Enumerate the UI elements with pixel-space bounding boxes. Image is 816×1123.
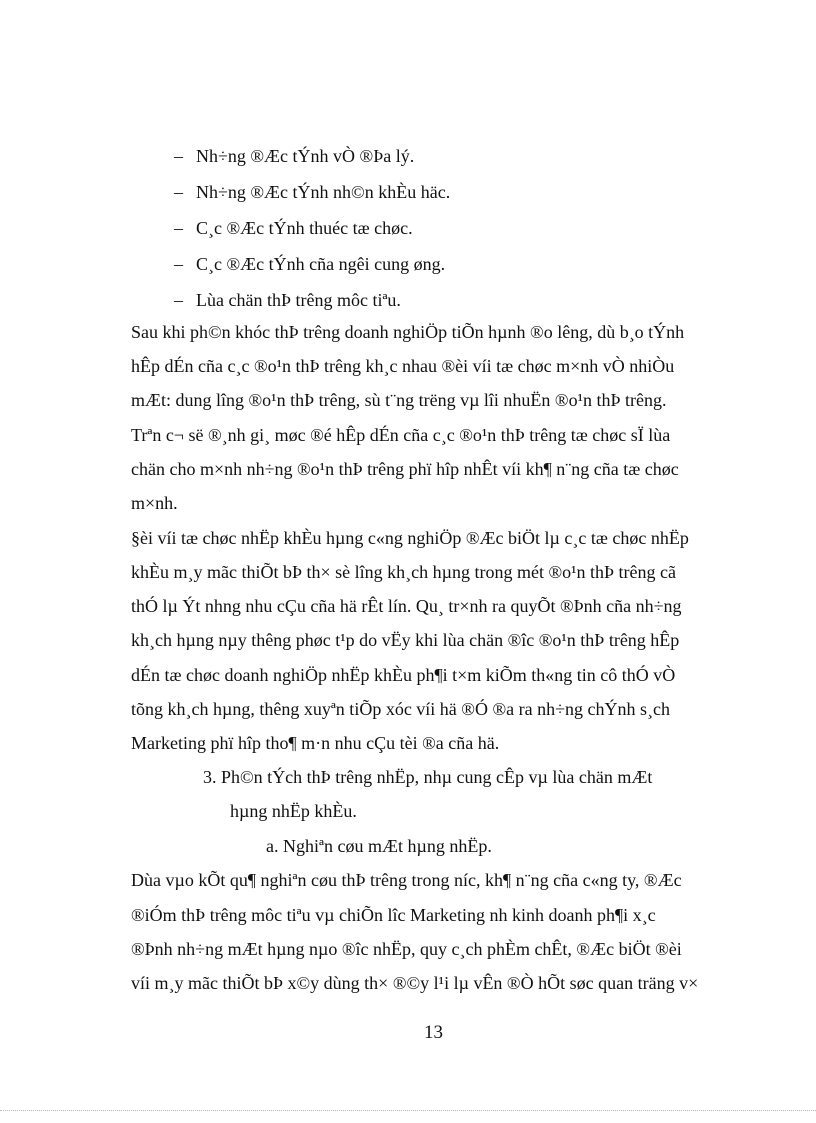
text-line: Marketing phï hîp tho¶ m·n nhu cÇu tèi ®a cña hä. bbox=[131, 733, 500, 753]
text-line: Dùa vµo kÕt qu¶ nghiªn cøu thÞ trêng trong níc, kh¶ n¨ng cña c«ng ty, ®Æc bbox=[131, 870, 682, 890]
page-edge-divider bbox=[0, 1110, 816, 1111]
text-line: víi m¸y mãc thiÕt bÞ x©y dùng th× ®©y l¹i lµ vÊn ®Ò hÕt søc quan träng v× bbox=[131, 973, 699, 993]
bullet-text: Nh÷ng ®Æc tÝnh vÒ ®Þa lý. bbox=[196, 146, 415, 166]
bullet-dash: – bbox=[174, 146, 183, 166]
text-line: mÆt: dung lîng ®o¹n thÞ trêng, sù t¨ng trëng vµ lîi nhuËn ®o¹n thÞ trêng. bbox=[131, 390, 667, 410]
text-line: m×nh. bbox=[131, 493, 178, 513]
text-line: ®Þnh nh÷ng mÆt hµng nµo ®îc nhËp, quy c¸ch phÈm chÊt, ®Æc biÖt ®èi bbox=[131, 939, 682, 959]
bullet-dash: – bbox=[174, 290, 183, 310]
page-number: 13 bbox=[424, 1022, 443, 1043]
bullet-text: C¸c ®Æc tÝnh thuéc tæ chøc. bbox=[196, 218, 413, 238]
text-line: thÓ lµ Ýt nhng nhu cÇu cña hä rÊt lín. Qu¸ tr×nh ra quyÕt ®Þnh cña nh÷ng bbox=[131, 596, 682, 616]
bullet-text: Lùa chän thÞ trêng môc tiªu. bbox=[196, 290, 401, 310]
text-line: khÈu m¸y mãc thiÕt bÞ th× sè lîng kh¸ch hµng trong mét ®o¹n thÞ trêng cã bbox=[131, 562, 677, 582]
text-line: kh¸ch hµng nµy thêng phøc t¹p do vËy khi lùa chän ®îc ®o¹n thÞ trêng hÊp bbox=[131, 630, 680, 650]
heading-line: hµng nhËp khÈu. bbox=[230, 801, 357, 821]
heading-line: 3. Ph©n tÝch thÞ trêng nhËp, nhµ cung cÊp vµ lùa chän mÆt bbox=[203, 767, 653, 787]
text-line: hÊp dÉn cña c¸c ®o¹n thÞ trêng kh¸c nhau ®èi víi tæ chøc m×nh vÒ nhiÒu bbox=[131, 356, 675, 376]
bullet-dash: – bbox=[174, 182, 183, 202]
text-line: ®iÓm thÞ trêng môc tiªu vµ chiÕn lîc Marketing nh kinh doanh ph¶i x¸c bbox=[131, 905, 656, 925]
bullet-dash: – bbox=[174, 218, 183, 238]
text-line: Trªn c¬ së ®¸nh gi¸ møc ®é hÊp dÉn cña c¸c ®o¹n thÞ trêng tæ chøc sÏ lùa bbox=[131, 425, 671, 445]
text-line: Sau khi ph©n khóc thÞ trêng doanh nghiÖp tiÕn hµnh ®o lêng, dù b¸o tÝnh bbox=[131, 322, 685, 342]
text-line: §èi víi tæ chøc nhËp khÈu hµng c«ng nghiÖp ®Æc biÖt lµ c¸c tæ chøc nhËp bbox=[131, 528, 689, 548]
text-line: chän cho m×nh nh÷ng ®o¹n thÞ trêng phï hîp nhÊt víi kh¶ n¨ng cña tæ chøc bbox=[131, 459, 679, 479]
text-line: tõng kh¸ch hµng, thêng xuyªn tiÕp xóc víi hä ®Ó ®a ra nh÷ng chÝnh s¸ch bbox=[131, 699, 670, 719]
bullet-text: C¸c ®Æc tÝnh cña ngêi cung øng. bbox=[196, 254, 446, 274]
subsection-heading: a. Nghiªn cøu mÆt hµng nhËp. bbox=[266, 836, 492, 856]
bullet-dash: – bbox=[174, 254, 183, 274]
text-line: dÉn tæ chøc doanh nghiÖp nhËp khÈu ph¶i t×m kiÕm th«ng tin cô thÓ vÒ bbox=[131, 665, 676, 685]
bullet-text: Nh÷ng ®Æc tÝnh nh©n khÈu häc. bbox=[196, 182, 451, 202]
